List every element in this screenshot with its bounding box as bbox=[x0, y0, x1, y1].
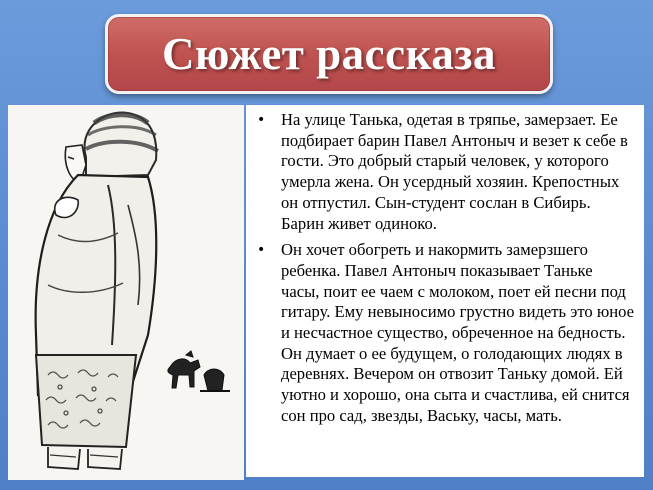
bullet-icon: • bbox=[257, 112, 266, 128]
plot-bullet-list bbox=[254, 110, 634, 427]
bullet-icon: • bbox=[257, 242, 266, 259]
plot-text-panel bbox=[246, 105, 644, 477]
slide-title: Сюжет рассказа bbox=[162, 29, 496, 79]
list-item bbox=[254, 110, 634, 234]
bullet-text: На улице Танька, одетая в тряпье, замерзает. Ее подбирает барин Павел Антоныч и везет к себе в гости. Это добрый старый человек, у которого умерла жена. Он усердный хозяин. Крепостных он отпустил. Сын-студент сослан в Сибирь. Барин живет одиноко. bbox=[281, 110, 628, 233]
illustration-panel bbox=[8, 105, 244, 480]
sketch-girl-in-shawl-icon bbox=[8, 105, 244, 480]
title-banner bbox=[105, 14, 553, 94]
bullet-text: Он хочет обогреть и накормить замерзшего ребенка. Павел Антоныч показывает Таньке часы, поит ее чаем с молоком, поет ей песни под гитару. Ему невыносимо грустно видеть это юное и несчастное существо, обреченное на бедность. Он думает о ее будущем, о голодающих людях в деревнях. Вечером он отвозит Таньку домой. Ей уютно и хорошо, она сыта и счастлива, ей снится сон про сад, звезды, Ваську, часы, мать. bbox=[281, 240, 634, 425]
list-item bbox=[254, 240, 634, 426]
